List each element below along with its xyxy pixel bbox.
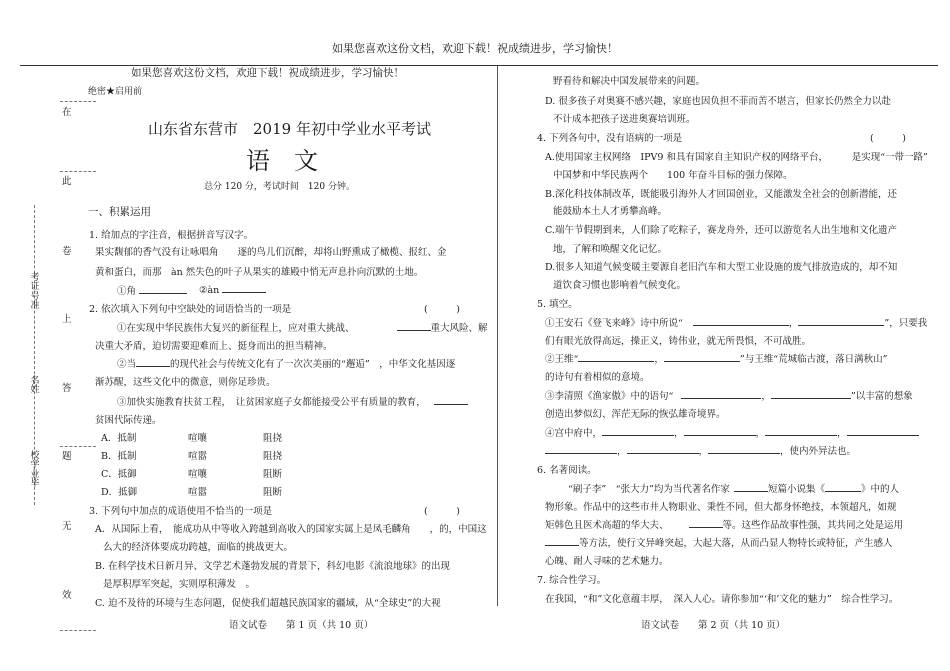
header-rule (20, 65, 938, 66)
q6-line-3-text-2: 等。这些作品故事性强，其共同之处是运用 (722, 520, 904, 531)
q2-sentence-3-cont: 贫困代际传递。 (95, 415, 162, 426)
q5-item-1-text-2: ”，只要我 (884, 318, 928, 329)
answer-blank[interactable] (771, 389, 851, 399)
q2-sentence-3 (117, 394, 468, 408)
q1-passage-line: 黄和蛋白，而那 àn 然失色的叶子从果实的雄殿中悄无声息扑向沉默的土地。 (95, 267, 424, 278)
top-banner: 如果您喜欢这份文档，欢迎下载！祝成绩进步，学习愉快！ (332, 42, 618, 55)
q4-option-c[interactable]: C.端午节假期到来，人们除了吃粽子，赛龙舟外，还可以游览名人出生地和文化遗产 (545, 225, 897, 236)
q5-item-2-text-2: ”与王维“荒城临古渡，落日满秋山” (739, 354, 888, 365)
answer-blank[interactable] (434, 395, 468, 405)
section-heading: 一、积累运用 (88, 206, 151, 218)
q2-option-c-3: 阻断 (263, 469, 283, 480)
binding-dash (60, 630, 96, 631)
q5-item-4-text: ④宫中府中， (545, 428, 603, 439)
exam-no-label: 考证号准 (30, 273, 40, 312)
q5-item-4: ④宫中府中， ， ， ， (545, 425, 919, 439)
q4-stem: 4. 下列各句中，没有语病的一项是 (537, 133, 683, 144)
q3-paren: ( ) (424, 506, 460, 517)
answer-blank[interactable] (545, 444, 617, 454)
q3-option-a-cont: 么大的经济体要成功跨越，面临的挑战更大。 (103, 542, 294, 553)
answer-blank[interactable] (734, 482, 768, 492)
page-footer-left: 语文试卷 第 1 页（共 10 页） (229, 620, 374, 631)
q6-line-1-text-2: 短篇小说集《 (767, 484, 825, 495)
q1-passage-line: 果实馥郁的香气没有让咏唱角 逐的鸟儿们沉醉，却将山野熏成了橄榄、报红、金 (95, 247, 447, 258)
answer-blank[interactable] (397, 321, 431, 331)
q2-option-b-1[interactable]: B．抵制 (101, 451, 137, 462)
binding-dash (60, 171, 96, 172)
q3-option-c[interactable]: C. 迫不及待的环境与生态问题，促使我们超越民族国家的疆域，从“全球史”的大视 (95, 598, 441, 609)
q2-sentence-2-cont: 渐苏醒，这些文化中的微意，则你足珍贵。 (95, 377, 276, 388)
q4-option-c-cont: 地，了解和唤醒文化记忆。 (553, 244, 668, 255)
q5-stem: 5. 填空。 (537, 299, 578, 310)
q2-sentence-1 (117, 320, 488, 334)
q2-option-d-2: 喧嚣 (188, 487, 208, 498)
q2-sentence-1-cont: 决重大矛盾，迫切需要迎难而上、挺身而出的担当精神。 (95, 341, 333, 352)
q5-item-1: ①王安石《登飞来峰》诗中所说“ ， ”，只要我 (545, 318, 928, 329)
answer-blank[interactable] (136, 357, 170, 367)
secret-mark: 绝密★启用前 (88, 87, 143, 97)
answer-blank[interactable] (693, 316, 789, 326)
q2-s3-text: ③加快实施教育扶贫工程， 让贫困家庭子女都能接受公平有质量的教育， (117, 397, 426, 408)
binding-word: 上 (62, 314, 72, 325)
page-footer-right: 语文试卷 第 2 页（共 10 页） (641, 620, 786, 631)
answer-blank[interactable] (684, 426, 756, 436)
q6-line-3 (545, 517, 903, 531)
q4-option-a[interactable]: A.使用国家主权网络 IPV9 和具有国家自主知识产权的网络平台， 是实现“一带一路” (545, 152, 928, 163)
q6-line-1-text-3: 》中的人 (860, 484, 899, 495)
binding-word: 此 (62, 176, 72, 187)
q5-item-2-text: ②王维“ (545, 354, 579, 365)
page-divider (497, 66, 498, 606)
q2-s1-text: ①在实现中华民族伟大复兴的新征程上，应对重大挑战、 (117, 323, 355, 334)
q1-answer-1-label: ①角 (117, 286, 137, 297)
q2-option-c-2: 喧嚷 (188, 469, 208, 480)
answer-blank[interactable] (578, 352, 654, 362)
answer-blank[interactable] (708, 444, 780, 454)
answer-blank[interactable] (798, 316, 884, 326)
q2-s2-text-2: 的现代社会与传统文化有了一次次美丽的“邂逅” ，中华文化基因逐 (170, 359, 456, 370)
q6-line-4-text: 等方法，使行文异峰突起，大起大落，从而凸显人物特长或特征，产生感人 (579, 538, 893, 549)
q6-line-5: 心魄、耐人寻味的艺术魅力。 (545, 556, 669, 567)
q4-option-b-cont: 能鼓励本土人才勇攀高峰。 (553, 206, 668, 217)
answer-blank[interactable] (139, 284, 187, 294)
q2-option-d-3: 阻断 (263, 487, 283, 498)
q1-answer-2 (199, 283, 266, 296)
q5-item-2: ②王维“ ， ”与王维“荒城临古渡，落日满秋山” (545, 354, 888, 365)
q2-s1-text-2: 重大风险、解 (430, 323, 488, 334)
q3-option-b-cont: 是厚积厚军突起，实则厚积薄发 。 (103, 579, 256, 590)
q6-line-2: 物形象。作品中的这些市井人物职业、秉性不同，但大都身怀绝技，本领超凡，如规 (545, 502, 897, 513)
answer-blank[interactable] (627, 444, 699, 454)
binding-word: 卷 (62, 246, 72, 257)
binding-word: 效 (62, 590, 72, 601)
q4-option-d-cont: 道饮食习惯也影响着气候变化。 (553, 280, 687, 291)
name-label: 名姓 (30, 376, 40, 396)
q5-item-1-text: ①王安石《登飞来峰》诗中所说“ (545, 318, 683, 329)
q6-line-1-text: “刷子李” “张大力”均为当代著名作家 (568, 484, 730, 495)
binding-word: 无 (62, 521, 72, 532)
q2-option-a-3: 阻挠 (263, 433, 283, 444)
subject-title: 语 文 (246, 147, 318, 175)
q5-item-3-text-2: ”以丰富的想象 (850, 391, 913, 402)
q1-stem: 1. 给加点的字注音，根据拼音写汉字。 (89, 230, 254, 241)
q3-option-d-cont: 不计成本把孩子送进奥赛培训班。 (553, 114, 696, 125)
q1-answer-1 (117, 283, 187, 297)
binding-word: 在 (62, 107, 72, 118)
binding-word: 答 (62, 383, 72, 394)
q2-s2-text: ②当 (117, 359, 137, 370)
q5-item-2-cont: 的诗句有着相似的意境。 (545, 372, 650, 383)
answer-blank[interactable] (664, 352, 740, 362)
q2-option-c-1[interactable]: C．抵御 (101, 469, 137, 480)
q4-option-b[interactable]: B.深化科技体制改革，既能吸引海外人才回国创业，又能激发全社会的创新潜能，还 (545, 189, 898, 200)
q2-option-a-2: 喧嚷 (188, 433, 208, 444)
q3-option-b[interactable]: B. 在科学技术日新月异、文学艺术蓬勃发展的背景下，科幻电影《流浪地球》的出现 (95, 561, 451, 572)
left-banner: 如果您喜欢这份文档，欢迎下载！祝成绩进步，学习愉快！ (131, 67, 404, 79)
q2-option-b-2: 喧嚣 (188, 451, 208, 462)
score-info: 总分 120 分，考试时间 120 分钟。 (204, 182, 355, 192)
q2-paren: ( ) (424, 304, 460, 315)
binding-word: 题 (62, 451, 72, 462)
binding-dash (60, 446, 96, 447)
q2-option-d-1[interactable]: D．抵御 (101, 487, 138, 498)
q6-line-1 (568, 481, 899, 495)
q5-item-3: ③李清照《渔家傲》中的语句“ ， ”以丰富的想象 (545, 391, 913, 402)
answer-blank[interactable] (545, 536, 579, 546)
answer-blank[interactable] (765, 426, 837, 436)
q7-stem: 7. 综合性学习。 (537, 575, 607, 586)
answer-blank[interactable] (602, 426, 674, 436)
school-label: 校学业毕 (30, 451, 40, 490)
q5-item-3-text: ③李清照《渔家傲》中的语句“ (545, 391, 674, 402)
q3-option-d[interactable]: D. 很多孩子对奥赛不感兴趣，家庭也因负担不菲而苦不堪言，但家长仍然全力以赴 (545, 96, 891, 107)
q5-item-4-cont: ， ， ，使内外异法也。 (545, 443, 856, 457)
q4-paren: ( ) (870, 133, 906, 144)
q5-item-4-text-2: ，使内外异法也。 (780, 446, 857, 457)
answer-blank[interactable] (681, 389, 761, 399)
exam-title: 山东省东营市 2019 年初中学业水平考试 (148, 120, 431, 138)
q6-stem: 6. 名著阅读。 (537, 465, 597, 476)
q6-line-3-text: 矩韩色且医术高超的华大夫、 (545, 520, 669, 531)
answer-blank[interactable] (222, 283, 266, 293)
q3-option-a[interactable]: A．从国际上看， 能成功从中等收入跨越到高收入的国家实属上是凤毛麟角 ，的，中国这 (95, 524, 487, 535)
binding-dash (60, 101, 96, 102)
q3-option-c-cont: 野看待和解决中国发展带来的问题。 (553, 76, 706, 87)
q5-item-3-cont: 创造出梦似幻、浑茫无际的恢弘雄奇境界。 (545, 409, 726, 420)
answer-blank[interactable] (825, 482, 861, 492)
q2-option-b-3: 阻挠 (263, 451, 283, 462)
answer-blank[interactable] (847, 426, 919, 436)
q3-stem: 3. 下列句中加点的成语使用不恰当的一项是 (89, 506, 273, 517)
q2-stem: 2. 依次填入下列句中空缺处的词语恰当的一项是 (89, 304, 292, 315)
q4-option-d[interactable]: D.很多人知道气候变暖主要源自老旧汽车和大型工业设施的废气排放造成的，却不知 (545, 262, 898, 273)
q4-option-a-cont: 中国梦和中华民族两个 100 年奋斗目标的强力保障。 (553, 170, 793, 181)
q2-sentence-2 (117, 356, 455, 370)
answer-blank[interactable] (689, 518, 723, 528)
q7-line-1: 在我国，“和”文化意蕴丰厚， 深入人心。请你参加“‘和’文化的魅力” 综合性学习。 (545, 594, 899, 605)
q6-line-4 (545, 535, 893, 549)
q2-option-a-1[interactable]: A．抵制 (101, 433, 137, 444)
q1-answer-2-label: ②àn (199, 285, 220, 296)
q5-item-1-cont: 们有眼光放得高远，操正义，铸伟业，就无所畏惧，不可战胜。 (545, 336, 812, 347)
